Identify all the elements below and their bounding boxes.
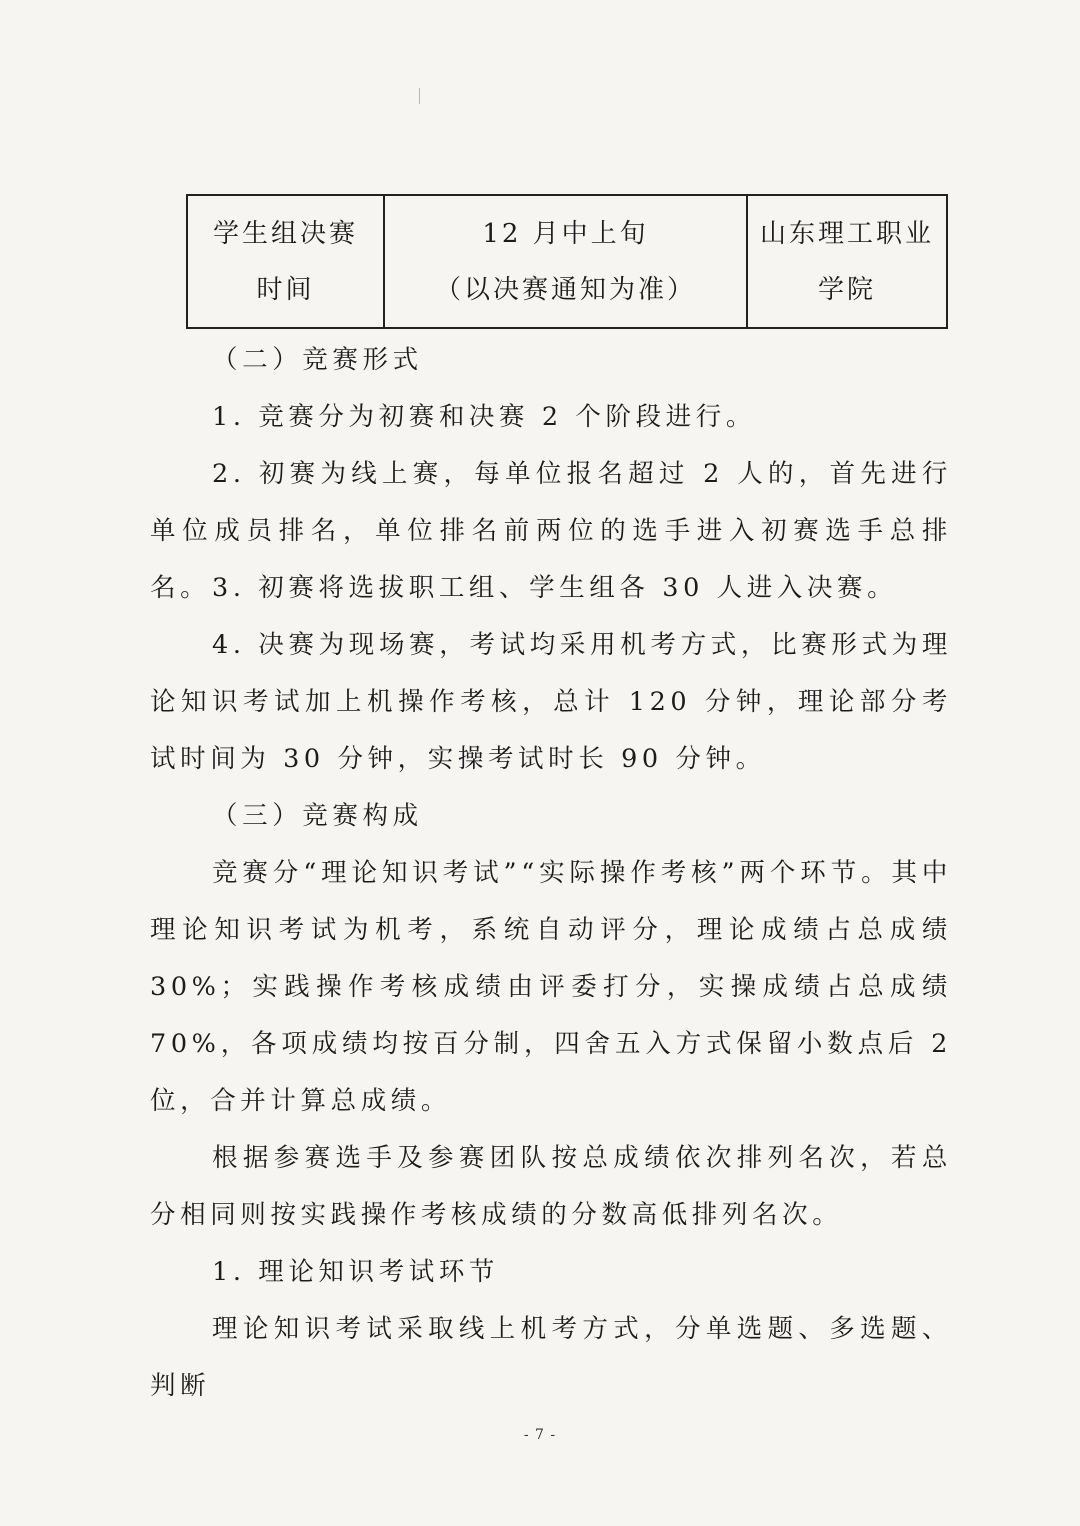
cell-text: 学生组决赛 [212, 218, 358, 249]
table-cell-time [384, 195, 747, 328]
page-number: - 7 - [523, 1427, 557, 1443]
cell-text: （以决赛通知为准） [434, 274, 696, 305]
composition-paragraph-2: 根据参赛选手及参赛团队按总成绩依次排列名次，若总分相同则按实践操作考核成绩的分数高低排列名次。 [150, 1143, 952, 1230]
format-item-4: 4. 决赛为现场赛，考试均采用机考方式，比赛形式为理论知识考试加上机操作考核，总计 120 分钟，理论部分考试时间为 30 分钟，实操考试时长 90 分钟。 [150, 630, 952, 774]
section-heading-composition: （三）竞赛构成 [212, 801, 423, 831]
table-cell-label [187, 195, 384, 328]
cell-text: 学院 [817, 274, 876, 305]
section-heading-format: （二）竞赛形式 [212, 345, 423, 375]
format-item-3: 3. 初赛将选拔职工组、学生组各 30 人进入决赛。 [212, 573, 898, 603]
cell-text: 时间 [256, 274, 315, 305]
cell-text: 山东理工职业 [759, 218, 934, 249]
format-item-2: 2. 初赛为线上赛，每单位报名超过 2 人的，首先进行单位成员排名，单位排名前两位的选手进入初赛选手总排名。 [150, 459, 952, 603]
cell-text: 12 月中上旬 [482, 218, 649, 249]
table-cell-venue [747, 195, 947, 328]
subsection-heading-theory: 1. 理论知识考试环节 [212, 1257, 500, 1287]
table-row [187, 195, 947, 328]
theory-paragraph: 理论知识考试采取线上机考方式，分单选题、多选题、判断 [150, 1314, 952, 1401]
format-item-1: 1. 竞赛分为初赛和决赛 2 个阶段进行。 [212, 402, 756, 432]
composition-paragraph-1: 竞赛分“理论知识考试”“实际操作考核”两个环节。其中理论知识考试为机考，系统自动评分，理论成绩占总成绩 30%；实践操作考核成绩由评委打分，实操成绩占总成绩 70%，各项成绩均按百分制，四舍五入方式保留小数点后 2 位，合并计算总成绩。 [150, 858, 952, 1116]
schedule-table [186, 194, 948, 329]
scan-artifact-mark [419, 88, 420, 104]
